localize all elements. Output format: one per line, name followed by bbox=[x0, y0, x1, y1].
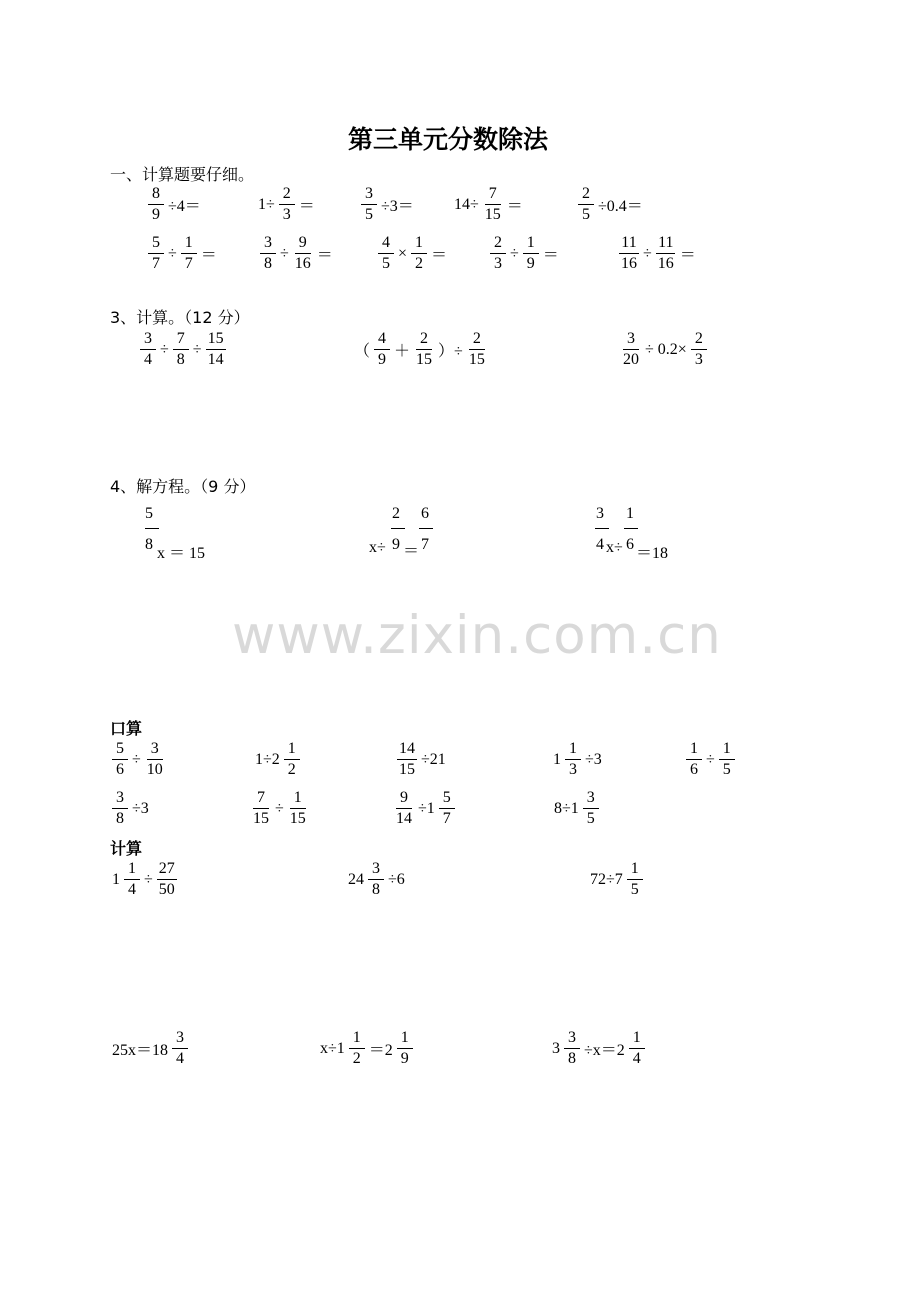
fraction-numerator: 7 bbox=[485, 184, 501, 205]
fraction-numerator: 1 bbox=[290, 788, 306, 809]
fraction bbox=[148, 233, 164, 274]
calc-heading: 计算 bbox=[110, 839, 143, 858]
math-expression bbox=[249, 788, 310, 829]
section4-heading: 4、解方程。（9 分） bbox=[110, 477, 256, 496]
fraction-numerator: 8 bbox=[148, 184, 164, 205]
fraction-denominator: 6 bbox=[116, 761, 124, 778]
equation-2-a-denominator: 9 bbox=[392, 536, 400, 553]
fraction bbox=[621, 329, 641, 370]
fraction-numerator: 4 bbox=[374, 329, 390, 350]
equation-2-a-numerator: 2 bbox=[392, 505, 400, 522]
math-expression bbox=[576, 184, 645, 225]
fraction-numerator: 1 bbox=[565, 739, 581, 760]
expression-text: 1 bbox=[553, 750, 561, 768]
math-expression bbox=[376, 233, 449, 274]
math-expression bbox=[452, 184, 525, 225]
equation-3-b-denominator: 6 bbox=[626, 536, 634, 553]
expression-text: 14÷ bbox=[454, 195, 479, 213]
fraction bbox=[206, 329, 226, 370]
math-expression bbox=[619, 329, 709, 370]
fraction bbox=[260, 233, 276, 274]
fraction bbox=[112, 788, 128, 829]
equation-3-rest: ＝18 bbox=[636, 545, 669, 562]
fraction-denominator: 2 bbox=[352, 1050, 361, 1067]
fraction-numerator: 1 bbox=[124, 859, 140, 880]
fraction-denominator: 7 bbox=[184, 255, 193, 272]
equation-3-a-denominator: 4 bbox=[596, 536, 604, 553]
expression-text: 8÷1 bbox=[554, 799, 579, 817]
expression-text: 24 bbox=[348, 870, 364, 888]
fraction bbox=[411, 233, 427, 274]
fraction bbox=[619, 233, 639, 274]
fraction bbox=[173, 329, 189, 370]
fraction-denominator: 15 bbox=[416, 351, 433, 368]
section1-heading: 一、计算题要仔细。 bbox=[110, 165, 255, 184]
fraction-denominator: 15 bbox=[468, 351, 485, 368]
fraction-denominator: 9 bbox=[378, 351, 387, 368]
expression-text: 1÷2 bbox=[255, 750, 280, 768]
math-expression bbox=[146, 233, 219, 274]
fraction-denominator: 16 bbox=[621, 255, 637, 272]
fraction-numerator: 1 bbox=[686, 739, 702, 760]
equation-1-denominator: 8 bbox=[145, 536, 153, 553]
fraction bbox=[483, 184, 503, 225]
fraction-numerator: 11 bbox=[656, 233, 675, 254]
fraction-numerator: 5 bbox=[148, 233, 164, 254]
fraction-denominator: 15 bbox=[399, 761, 415, 778]
math-expression bbox=[395, 739, 448, 780]
math-expression bbox=[684, 739, 737, 780]
fraction-denominator: 8 bbox=[176, 351, 185, 368]
fraction-denominator: 9 bbox=[152, 206, 160, 223]
fraction-numerator: 3 bbox=[147, 739, 163, 760]
expression-text: ＝ bbox=[679, 247, 696, 264]
fraction-numerator: 3 bbox=[564, 1028, 580, 1049]
fraction-bar bbox=[419, 528, 433, 529]
math-expression bbox=[110, 788, 151, 829]
math-expression bbox=[138, 329, 228, 370]
fraction bbox=[397, 1028, 413, 1069]
fraction-denominator: 5 bbox=[365, 206, 373, 223]
fraction-denominator: 5 bbox=[630, 881, 639, 898]
expression-text: ÷3＝ bbox=[381, 198, 414, 215]
math-expression bbox=[352, 329, 489, 370]
fraction bbox=[691, 329, 707, 370]
fraction-bar bbox=[145, 528, 159, 529]
fraction-denominator: 8 bbox=[116, 810, 124, 827]
fraction bbox=[378, 233, 394, 274]
math-expression bbox=[552, 788, 601, 829]
expression-text: ÷ bbox=[132, 750, 141, 768]
expression-text: ＝ bbox=[316, 247, 333, 264]
fraction bbox=[145, 739, 165, 780]
fraction-numerator: 1 bbox=[411, 233, 427, 254]
fraction-denominator: 5 bbox=[586, 810, 595, 827]
math-expression bbox=[318, 1028, 415, 1069]
fraction bbox=[279, 184, 295, 225]
fraction-denominator: 8 bbox=[372, 881, 380, 898]
fraction bbox=[439, 788, 455, 829]
expression-text: ＝ bbox=[298, 198, 315, 215]
expression-text: ＝ bbox=[200, 247, 217, 264]
fraction-numerator: 2 bbox=[490, 233, 506, 254]
fraction bbox=[293, 233, 313, 274]
fraction-numerator: 2 bbox=[469, 329, 485, 350]
fraction-denominator: 9 bbox=[526, 255, 535, 272]
fraction-denominator: 2 bbox=[415, 255, 424, 272]
fraction-numerator: 1 bbox=[629, 1028, 645, 1049]
fraction-numerator: 2 bbox=[691, 329, 707, 350]
fraction-denominator: 16 bbox=[294, 255, 311, 272]
fraction-numerator: 4 bbox=[378, 233, 394, 254]
fraction-numerator: 27 bbox=[157, 859, 177, 880]
expression-text: ÷x＝2 bbox=[584, 1042, 625, 1059]
fraction-numerator: 2 bbox=[578, 184, 594, 205]
math-expression bbox=[551, 739, 604, 780]
expression-text: 25x＝18 bbox=[112, 1042, 169, 1059]
equation-2-equals: ＝ bbox=[403, 543, 420, 560]
fraction-denominator: 3 bbox=[494, 255, 502, 272]
math-expression bbox=[253, 739, 302, 780]
fraction bbox=[394, 788, 414, 829]
expression-text: ÷ bbox=[510, 244, 519, 262]
oral-heading: 口算 bbox=[110, 719, 143, 738]
fraction-denominator: 14 bbox=[396, 810, 412, 827]
fraction bbox=[140, 329, 156, 370]
math-expression bbox=[146, 184, 203, 225]
expression-text: ＝2 bbox=[368, 1042, 393, 1059]
math-expression bbox=[256, 184, 317, 225]
expression-text: ＝ bbox=[431, 247, 448, 264]
expression-text: 1 bbox=[112, 870, 120, 888]
expression-text: ÷0.4＝ bbox=[598, 198, 643, 215]
fraction-denominator: 5 bbox=[582, 206, 590, 223]
fraction bbox=[578, 184, 594, 225]
fraction bbox=[656, 233, 676, 274]
fraction-numerator: 7 bbox=[253, 788, 269, 809]
equation-3-middle: x÷ bbox=[606, 539, 623, 556]
fraction-numerator: 3 bbox=[623, 329, 639, 350]
fraction-denominator: 15 bbox=[289, 810, 306, 827]
fraction-numerator: 3 bbox=[368, 859, 384, 880]
fraction-denominator: 7 bbox=[152, 255, 160, 272]
fraction-numerator: 1 bbox=[349, 1028, 365, 1049]
equation-3-b-numerator: 1 bbox=[626, 505, 634, 522]
expression-text: ÷3 bbox=[585, 750, 602, 768]
fraction bbox=[172, 1028, 188, 1069]
fraction bbox=[523, 233, 539, 274]
math-expression bbox=[110, 739, 167, 780]
fraction-denominator: 20 bbox=[623, 351, 639, 368]
fraction-numerator: 3 bbox=[361, 184, 377, 205]
equation-1-rest: x ＝ 15 bbox=[157, 545, 206, 562]
fraction-numerator: 3 bbox=[112, 788, 128, 809]
expression-text: ÷ bbox=[168, 244, 177, 262]
fraction bbox=[629, 1028, 645, 1069]
expression-text: ÷ bbox=[160, 340, 169, 358]
fraction bbox=[361, 184, 377, 225]
fraction-denominator: 5 bbox=[722, 761, 731, 778]
fraction bbox=[565, 739, 581, 780]
fraction-numerator: 3 bbox=[583, 788, 599, 809]
fraction-numerator: 14 bbox=[397, 739, 417, 760]
fraction-numerator: 3 bbox=[140, 329, 156, 350]
math-expression bbox=[550, 1028, 647, 1069]
equation-2-b-denominator: 7 bbox=[421, 536, 429, 553]
fraction bbox=[719, 739, 735, 780]
fraction-numerator: 1 bbox=[284, 739, 300, 760]
fraction bbox=[157, 859, 177, 900]
equation-3-a-numerator: 3 bbox=[596, 505, 604, 522]
math-expression bbox=[588, 859, 645, 900]
fraction-denominator: 5 bbox=[382, 255, 390, 272]
fraction-numerator: 11 bbox=[619, 233, 638, 254]
fraction-bar bbox=[595, 528, 609, 529]
fraction-numerator: 1 bbox=[523, 233, 539, 254]
fraction-denominator: 15 bbox=[484, 206, 501, 223]
math-expression bbox=[392, 788, 457, 829]
expression-text: ÷ bbox=[280, 244, 289, 262]
expression-text: ）÷ bbox=[438, 343, 463, 360]
fraction-denominator: 3 bbox=[282, 206, 291, 223]
expression-text: ＝ bbox=[542, 247, 559, 264]
fraction-numerator: 15 bbox=[206, 329, 226, 350]
fraction bbox=[397, 739, 417, 780]
math-expression bbox=[346, 859, 407, 900]
fraction bbox=[490, 233, 506, 274]
fraction-numerator: 5 bbox=[439, 788, 455, 809]
page-title: 第三单元分数除法 bbox=[348, 125, 549, 154]
fraction-numerator: 1 bbox=[397, 1028, 413, 1049]
fraction-denominator: 2 bbox=[287, 761, 296, 778]
fraction-denominator: 7 bbox=[442, 810, 451, 827]
fraction-numerator: 3 bbox=[260, 233, 276, 254]
fraction-numerator: 9 bbox=[295, 233, 311, 254]
fraction-denominator: 8 bbox=[264, 255, 272, 272]
expression-text: ÷ bbox=[275, 799, 284, 817]
fraction bbox=[564, 1028, 580, 1069]
expression-text: ＋ bbox=[394, 343, 411, 360]
math-expression bbox=[617, 233, 698, 274]
fraction-denominator: 14 bbox=[207, 351, 224, 368]
watermark: www.zixin.com.cn bbox=[232, 605, 722, 666]
expression-text: 1÷ bbox=[258, 195, 275, 213]
expression-text: x÷1 bbox=[320, 1039, 345, 1057]
math-expression bbox=[258, 233, 335, 274]
fraction-denominator: 4 bbox=[128, 881, 136, 898]
expression-text: ÷3 bbox=[132, 799, 149, 817]
math-expression bbox=[110, 1028, 190, 1069]
fraction bbox=[368, 859, 384, 900]
fraction bbox=[414, 329, 434, 370]
fraction bbox=[284, 739, 300, 780]
fraction-numerator: 1 bbox=[627, 859, 643, 880]
fraction-numerator: 2 bbox=[416, 329, 432, 350]
expression-text: （ bbox=[354, 343, 371, 360]
fraction-denominator: 4 bbox=[632, 1050, 641, 1067]
fraction bbox=[349, 1028, 365, 1069]
fraction-numerator: 5 bbox=[112, 739, 128, 760]
expression-text: ÷6 bbox=[388, 870, 405, 888]
fraction bbox=[288, 788, 308, 829]
equation-2-prefix: x÷ bbox=[369, 539, 386, 556]
fraction-numerator: 7 bbox=[173, 329, 189, 350]
fraction-bar bbox=[624, 528, 638, 529]
fraction bbox=[467, 329, 487, 370]
expression-text: ÷ bbox=[706, 750, 715, 768]
fraction-denominator: 8 bbox=[568, 1050, 576, 1067]
fraction bbox=[583, 788, 599, 829]
fraction-bar bbox=[391, 528, 405, 529]
expression-text: ÷ bbox=[144, 870, 153, 888]
fraction-denominator: 3 bbox=[694, 351, 703, 368]
fraction bbox=[181, 233, 197, 274]
expression-text: ÷21 bbox=[421, 750, 446, 768]
math-expression bbox=[359, 184, 416, 225]
section3-heading: 3、计算。（12 分） bbox=[110, 308, 250, 327]
fraction-numerator: 1 bbox=[181, 233, 197, 254]
expression-text: ÷1 bbox=[418, 799, 435, 817]
expression-text: × bbox=[398, 244, 408, 262]
fraction-denominator: 6 bbox=[690, 761, 698, 778]
expression-text: 72÷7 bbox=[590, 870, 623, 888]
expression-text: ÷ 0.2× bbox=[645, 340, 687, 358]
equation-2-b-numerator: 6 bbox=[421, 505, 429, 522]
fraction-denominator: 4 bbox=[144, 351, 152, 368]
fraction bbox=[251, 788, 271, 829]
fraction-denominator: 10 bbox=[146, 761, 163, 778]
fraction-denominator: 15 bbox=[253, 810, 269, 827]
expression-text: ＝ bbox=[506, 198, 523, 215]
fraction-denominator: 4 bbox=[176, 1050, 185, 1067]
fraction-numerator: 1 bbox=[719, 739, 735, 760]
expression-text: ÷ bbox=[192, 340, 202, 358]
fraction-numerator: 9 bbox=[396, 788, 412, 809]
fraction bbox=[148, 184, 164, 225]
math-expression bbox=[110, 859, 179, 900]
fraction bbox=[124, 859, 140, 900]
fraction-numerator: 2 bbox=[279, 184, 295, 205]
expression-text: ÷4＝ bbox=[168, 198, 201, 215]
fraction bbox=[686, 739, 702, 780]
math-expression bbox=[488, 233, 561, 274]
expression-text: 3 bbox=[552, 1039, 560, 1057]
fraction-denominator: 3 bbox=[569, 761, 577, 778]
fraction-denominator: 50 bbox=[158, 881, 175, 898]
expression-text: ÷ bbox=[643, 244, 652, 262]
fraction-denominator: 9 bbox=[400, 1050, 409, 1067]
fraction-numerator: 3 bbox=[172, 1028, 188, 1049]
fraction bbox=[627, 859, 643, 900]
fraction bbox=[374, 329, 390, 370]
equation-1-numerator: 5 bbox=[145, 505, 153, 522]
fraction-denominator: 16 bbox=[657, 255, 674, 272]
fraction bbox=[112, 739, 128, 780]
